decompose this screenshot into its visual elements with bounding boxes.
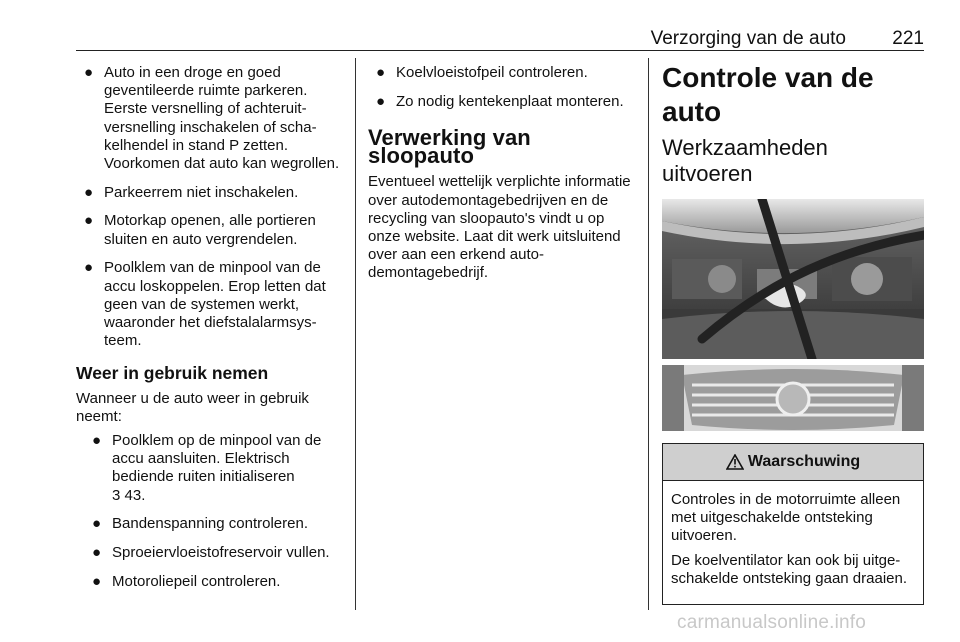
list-item	[76, 64, 344, 173]
front-grille-photo	[662, 365, 924, 431]
header-title: Verzorging van de auto	[650, 28, 846, 49]
column-divider-2	[648, 58, 649, 610]
list-item-text: Poolklem op de minpool van de accu aansluiten. Elektrisch bediende ruiten initialiseren	[112, 431, 322, 486]
list-item	[368, 64, 640, 82]
watermark: carmanualsonline.info	[677, 612, 867, 633]
sub-list	[76, 432, 344, 591]
warning-body	[663, 481, 923, 604]
list-item-text: Motoroliepeil controleren.	[112, 572, 281, 590]
bullet-icon: ●	[92, 572, 102, 590]
page-number: 221	[892, 28, 924, 49]
list-item-text: Zo nodig kentekenplaat monteren.	[396, 92, 624, 110]
warning-triangle-icon	[726, 454, 744, 470]
bullet-icon: ●	[84, 259, 94, 277]
section-heading: Verwerking van sloopauto	[368, 124, 531, 169]
column-3	[662, 64, 924, 605]
bullet-icon: ●	[92, 431, 102, 449]
body-paragraph: Eventueel wettelijk verplichte informatie over autodemontagebedrijven en de recycling van sloopauto's vindt u op onze website. Laat dit werk uitsluitend over aan een erkend autodemontagebedrijf.	[368, 173, 631, 282]
list-item	[84, 544, 344, 562]
warning-header	[663, 444, 923, 481]
bullet-icon: ●	[92, 515, 102, 533]
list-item-text: Koelvloeistofpeil controleren.	[396, 64, 588, 81]
warning-title: Waarschuwing	[747, 452, 861, 470]
list-item	[84, 515, 344, 533]
page-header	[76, 0, 924, 51]
list-item-text: Poolklem van de minpool van de accu loskoppelen. Erop letten dat geen van de systemen werkt, waaronder het diefstalalarmsysteem.	[104, 259, 326, 350]
list-item-text: Auto in een droge en goed geventileerde ruimte parkeren. Eerste versnelling of achteruitversnelling inschakelen of schakelhendel in stand P zetten. Voorkomen dat auto kan wegrollen.	[104, 64, 340, 173]
bullet-icon: ●	[84, 64, 94, 81]
bullet-icon: ●	[84, 183, 94, 201]
warning-text-2: De koelventilator kan ook bij uitgeschakelde ontsteking gaan draaien.	[671, 551, 908, 587]
warning-text-1: Controles in de motorruimte alleen met uitgeschakelde ontsteking uitvoeren.	[671, 491, 901, 545]
page-reference: 3 43.	[112, 486, 146, 504]
bullet-icon: ●	[84, 212, 94, 230]
warning-box	[662, 443, 924, 605]
subheading: Weer in gebruik nemen	[76, 363, 269, 384]
list-item	[76, 259, 344, 350]
bullet-icon: ●	[376, 92, 386, 110]
chapter-title: Controle van de auto	[662, 62, 874, 127]
list-item-text: Sproeiervloeistofreservoir vullen.	[112, 543, 330, 561]
column-1	[76, 64, 344, 601]
engine-bay-photo	[662, 199, 924, 359]
list-item	[84, 573, 344, 591]
column-divider-1	[355, 58, 356, 610]
chapter-subtitle: Werkzaamheden uitvoeren	[662, 135, 828, 186]
list-item-text: Parkeerrem niet inschakelen.	[104, 183, 299, 201]
intro-text: Wanneer u de auto weer in gebruik neemt:	[76, 389, 309, 425]
list-item	[76, 212, 344, 248]
bullet-icon: ●	[92, 543, 102, 561]
list-item	[84, 432, 344, 505]
list-item-text: Bandenspanning controleren.	[112, 515, 308, 533]
bullet-icon: ●	[376, 64, 386, 81]
list-item-text: Motorkap openen, alle portieren sluiten en auto vergrendelen.	[104, 212, 316, 248]
list-item	[76, 184, 344, 202]
list-item	[368, 93, 640, 111]
column-2	[368, 64, 640, 289]
